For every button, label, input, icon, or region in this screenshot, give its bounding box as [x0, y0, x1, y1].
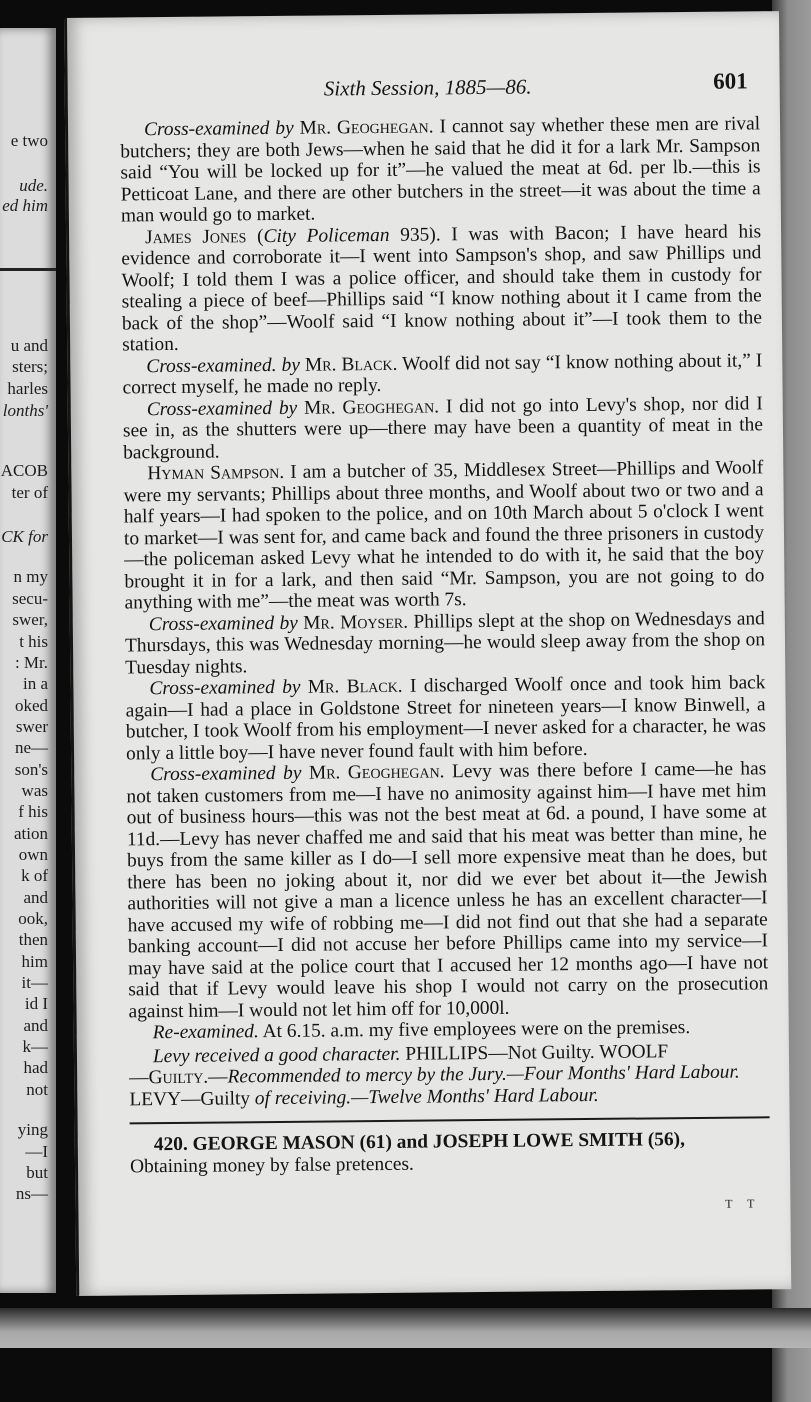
- facing-page-fragment: then: [18, 930, 48, 949]
- facing-page-fragment: was: [21, 781, 48, 800]
- facing-page-fragment: ed him: [2, 196, 48, 215]
- verdict-levy-sentence: of receiving.—Twelve Months' Hard Labour.: [254, 1084, 599, 1109]
- facing-page-fragment: f his: [18, 802, 48, 821]
- case-divider: [130, 1116, 770, 1124]
- running-title: Sixth Session, 1885—86.: [323, 74, 532, 101]
- paragraph-lead: Cross-examined: [146, 397, 273, 420]
- paragraph-counsel: Mr. Geoghegan.: [299, 116, 434, 139]
- book-page: [64, 11, 791, 1296]
- paragraph-text: I cannot say whether these men are rival butchers; they are both Jews—when he said that he did it for a lark Mr. Sampson said “You will be locked up for it”—he valued the meat at 6d. per lb.—this is Petticoat Lane, and there are other butchers in the street—it was about the time a man would go to market.: [120, 113, 761, 227]
- paragraph-text: At 6.15. a.m. my five employees were on the premises.: [258, 1017, 691, 1043]
- facing-page-fragment: own: [18, 845, 48, 864]
- next-case-charge: Obtaining money by false pretences.: [129, 1153, 414, 1177]
- facing-page-fragment: in a: [22, 674, 48, 693]
- testimony-paragraph: [123, 393, 764, 464]
- facing-page-fragment: swer: [15, 717, 48, 736]
- paragraph-lead-joiner: by: [275, 762, 310, 785]
- paragraph-counsel: Mr. Black.: [307, 675, 403, 698]
- facing-page-fragment: k of: [21, 866, 48, 885]
- verdict-woolf-sentence: Recommended to mercy by the Jury.—Four Months' Hard Labour.: [227, 1061, 740, 1088]
- paragraph-text: I am a butcher of 35, Middlesex Street—Phillips and Woolf were my servants; Phillips about three months, and Woolf about two or two and a half years—I had spoken to the police, and on 10th March about 5 o'clock I went to market—I was sent for, and came back and found the three prisoners in custody—the policeman asked Levy what he intended to do with it, he said that the boy brought it in for a lark, and then said “Mr. Sampson, you are not going to do anything with me”—the meat was worth 7s.: [123, 457, 765, 614]
- paragraph-lead: Cross-examined: [150, 763, 276, 786]
- facing-page-fragment: had: [23, 1058, 48, 1077]
- page-number: 601: [713, 68, 748, 94]
- facing-page: [0, 28, 56, 1293]
- testimony-paragraphs: [120, 113, 769, 1044]
- facing-page-fragment: ook,: [18, 909, 48, 928]
- facing-page-fragment: ter of: [11, 483, 48, 502]
- facing-page-fragment: but: [26, 1163, 48, 1182]
- verdict-woolf-guilty: —Guilty.—: [129, 1066, 228, 1089]
- facing-page-fragment: not: [26, 1080, 48, 1099]
- facing-page-fragment: it—: [21, 973, 48, 992]
- facing-page-fragment: him: [21, 952, 48, 971]
- facing-page-fragment: : Mr.: [14, 653, 48, 672]
- verdict-character-note: Levy received a good character.: [152, 1043, 401, 1067]
- paragraph-text: 935). I was with Bacon; I have heard his evidence and corroborate it—I went into Sampson's shop, and saw Phillips und Woolf; I told them I was a police officer, and should take them in custody for stealing a piece of beef—Phillips said “I know nothing about it I came from the back of the shop”—Woolf said “I know nothing about it”—I took them to the station.: [121, 220, 763, 356]
- facing-page-fragment: ying: [17, 1120, 48, 1139]
- paragraph-lead-joiner: by: [274, 612, 304, 634]
- facing-page-fragment: secu-: [12, 589, 48, 608]
- paragraph-lead-joiner: by: [276, 354, 306, 376]
- paragraph-lead: Re-examined.: [152, 1021, 259, 1044]
- next-case-defendants: 420. GEORGE MASON (61) and JOSEPH LOWE SMITH (56),: [153, 1129, 686, 1156]
- verdict-phillips-woolf: PHILLIPS—Not Guilty. WOOLF: [400, 1040, 669, 1065]
- testimony-paragraph: [125, 608, 766, 679]
- paragraph-lead: Cross-examined.: [146, 354, 277, 377]
- testimony-paragraph: [121, 221, 762, 356]
- paragraph-lead-joiner: (: [246, 225, 264, 247]
- facing-page-fragment: t his: [19, 632, 48, 651]
- facing-page-fragment: k—: [22, 1037, 48, 1056]
- paragraph-lead-joiner: by: [274, 676, 308, 699]
- paragraph-text: I did not go into Levy's shop, nor did I see in, as the shutters were up—there may have been a quantity of meat in the background.: [122, 392, 764, 463]
- paragraph-text: Phillips slept at the shop on Wednesdays and Thursdays, this was Wednesday morning—he would sleep away from the shop on Tuesday nights.: [124, 607, 766, 678]
- paragraph-counsel: Mr. Geoghegan.: [308, 761, 445, 784]
- paragraph-lead: Cross-examined: [149, 677, 275, 700]
- facing-page-fragment: and: [23, 1016, 48, 1035]
- paragraph-lead: James Jones: [145, 225, 247, 248]
- facing-page-fragment: oked: [14, 696, 48, 715]
- paragraph-counsel: Mr. Black.: [304, 353, 398, 376]
- facing-page-fragment: and: [23, 888, 48, 907]
- paragraph-counsel: Mr. Geoghegan.: [304, 395, 440, 419]
- facing-page-fragment: ACOB: [0, 461, 48, 480]
- paragraph-lead-joiner: by: [271, 397, 305, 419]
- body-text: [120, 113, 770, 1177]
- facing-page-fragment: harles: [7, 379, 48, 398]
- facing-page-rule: [0, 268, 56, 271]
- paragraph-counsel: Mr. Moyser.: [303, 611, 409, 634]
- catchword: T T: [725, 1196, 761, 1211]
- page-header: [108, 68, 748, 104]
- testimony-paragraph: [122, 350, 762, 399]
- paragraph-text: I discharged Woolf once and took him back again—I had a place in Goldstone Street for nineteen years—I know Binwell, a butcher, I took Woolf from his employment—I never asked for a character, he was only a little boy—I have never found fault with him before.: [125, 672, 766, 764]
- facing-page-fragment: id I: [24, 994, 48, 1013]
- testimony-paragraph: [126, 758, 768, 1022]
- facing-page-fragment: —I: [25, 1142, 48, 1161]
- facing-page-fragment: swer,: [12, 610, 48, 629]
- scan-bottom-band: [0, 1308, 811, 1348]
- paragraph-lead: Cross-examined: [143, 118, 270, 141]
- facing-page-fragment: ns—: [15, 1184, 48, 1203]
- testimony-paragraph: [123, 457, 764, 614]
- testimony-paragraph: [125, 672, 766, 764]
- verdict-levy-guilty: LEVY—Guilty: [129, 1087, 255, 1110]
- paragraph-lead-joiner: by: [269, 117, 300, 140]
- paragraph-text: Woolf did not say “I know nothing about it,” I correct myself, he made no reply.: [122, 349, 763, 399]
- facing-page-fragment: n my: [13, 567, 48, 586]
- facing-page-fragment: sters;: [12, 357, 48, 376]
- facing-page-fragment: son's: [14, 760, 48, 779]
- facing-page-fragment: ude.: [19, 176, 48, 195]
- testimony-paragraph: [120, 113, 761, 227]
- paragraph-lead: Hyman Sampson.: [147, 461, 285, 485]
- facing-page-fragment: u and: [10, 336, 48, 355]
- paragraph-counsel: City Policeman: [263, 224, 390, 247]
- facing-page-fragment: e two: [10, 131, 48, 150]
- paragraph-lead: Cross-examined: [148, 612, 275, 635]
- paragraph-text: Levy was there before I came—he has not taken customers from me—I have no animosity against him—I have met him out of business hours—this was not the best meat at 6d. a pound, I have some at 11d.—Levy has never chaffed me and said that his meat was better than mine, he buys from the same killer as I do—I sell more expensive meat than he does, but there has been no joking about it, nor did we ever bet about it—the Jewish authorities will not give a man a licence unless he has an excellent character—I have accused my wife of robbing me—I did not find out that she had a separate banking account—I did not accuse her before Phillips came into my service—I may have said at the police court that I accused her 12 months ago—I have not said that if Levy would leave his shop I would not carry on the prosecution against him—I would not let him off for 10,000l.: [126, 758, 769, 1022]
- facing-page-fragment: ne—: [14, 738, 48, 757]
- facing-page-fragment: ation: [14, 824, 48, 843]
- facing-page-fragment: lonths': [2, 401, 48, 420]
- facing-page-fragment: CK for: [1, 527, 48, 546]
